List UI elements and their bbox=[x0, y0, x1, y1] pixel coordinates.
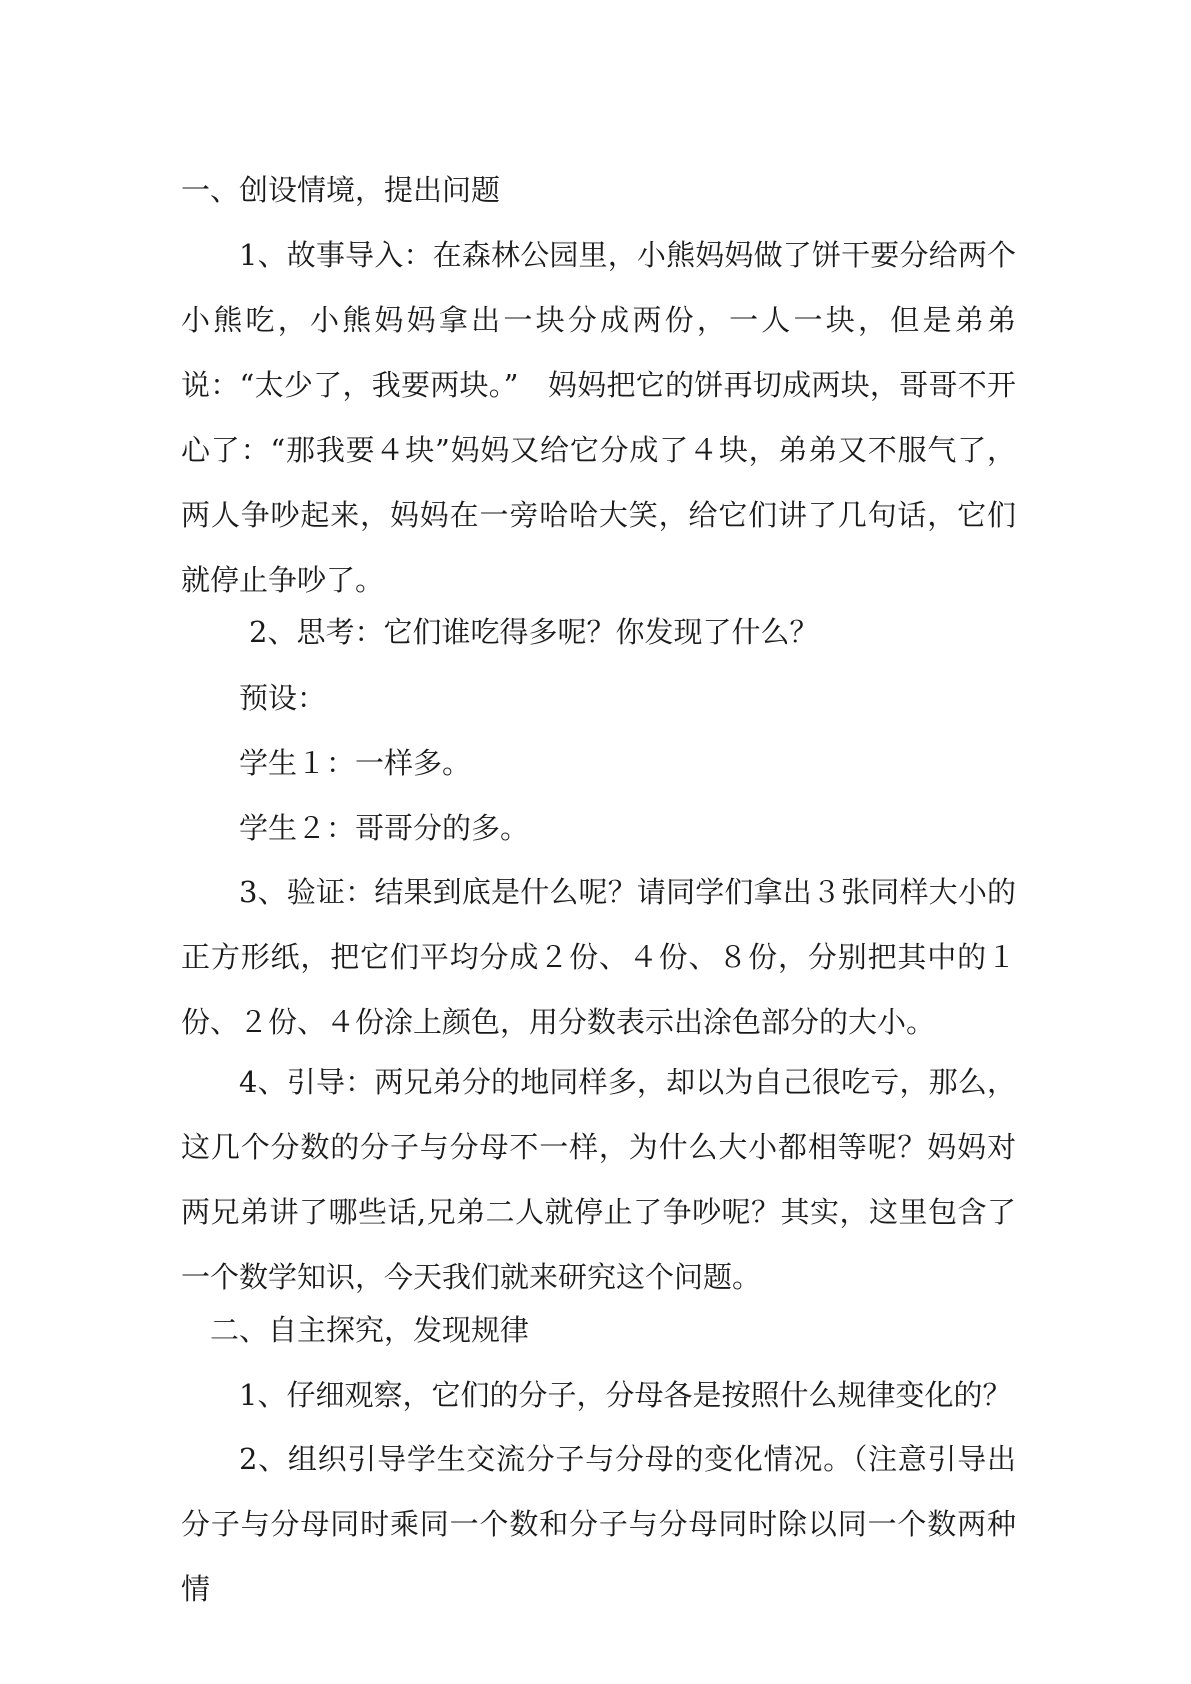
section-heading-2: 二、自主探究，发现规律 bbox=[210, 1313, 530, 1347]
paragraph-guide: 4、引导：两兄弟分的地同样多，却以为自己很吃亏，那么，这几个分数的分子与分母不一样，为什么大小都相等呢？妈妈对两兄弟讲了哪些话,兄弟二人就停止了争吵呢？其实，这里包含了一个数学知识，今天我们就来研究这个问题。 bbox=[181, 1065, 1016, 1294]
section-heading-1: 一、创设情境，提出问题 bbox=[181, 173, 501, 207]
paragraph-preset: 预设： bbox=[239, 681, 327, 715]
paragraph-think: 2、思考：它们谁吃得多呢？你发现了什么？ bbox=[249, 615, 819, 649]
paragraph-observe: 1、仔细观察，它们的分子，分母各是按照什么规律变化的？ bbox=[239, 1378, 1012, 1412]
paragraph-story-intro: 1、故事导入：在森林公园里，小熊妈妈做了饼干要分给两个小熊吃，小熊妈妈拿出一块分成两份，一人一块，但是弟弟说：“太少了，我要两块。” 妈妈把它的饼再切成两块，哥哥不开心了：“那我要４块”妈妈又给它分成了４块，弟弟又不服气了，两人争吵起来，妈妈在一旁哈哈大笑，给它们讲了几句话，它们就停止争吵了。 bbox=[181, 238, 1016, 597]
paragraph-student-2: 学生２：哥哥分的多。 bbox=[239, 811, 530, 845]
paragraph-student-1: 学生１：一样多。 bbox=[239, 746, 472, 780]
paragraph-verify: 3、验证：结果到底是什么呢？请同学们拿出３张同样大小的正方形纸，把它们平均分成２份、４份、８份，分别把其中的１份、２份、４份涂上颜色，用分数表示出涂色部分的大小。 bbox=[181, 875, 1016, 1039]
paragraph-organize: 2、组织引导学生交流分子与分母的变化情况。（注意引导出分子与分母同时乘同一个数和分子与分母同时除以同一个数两种情 bbox=[181, 1442, 1016, 1606]
